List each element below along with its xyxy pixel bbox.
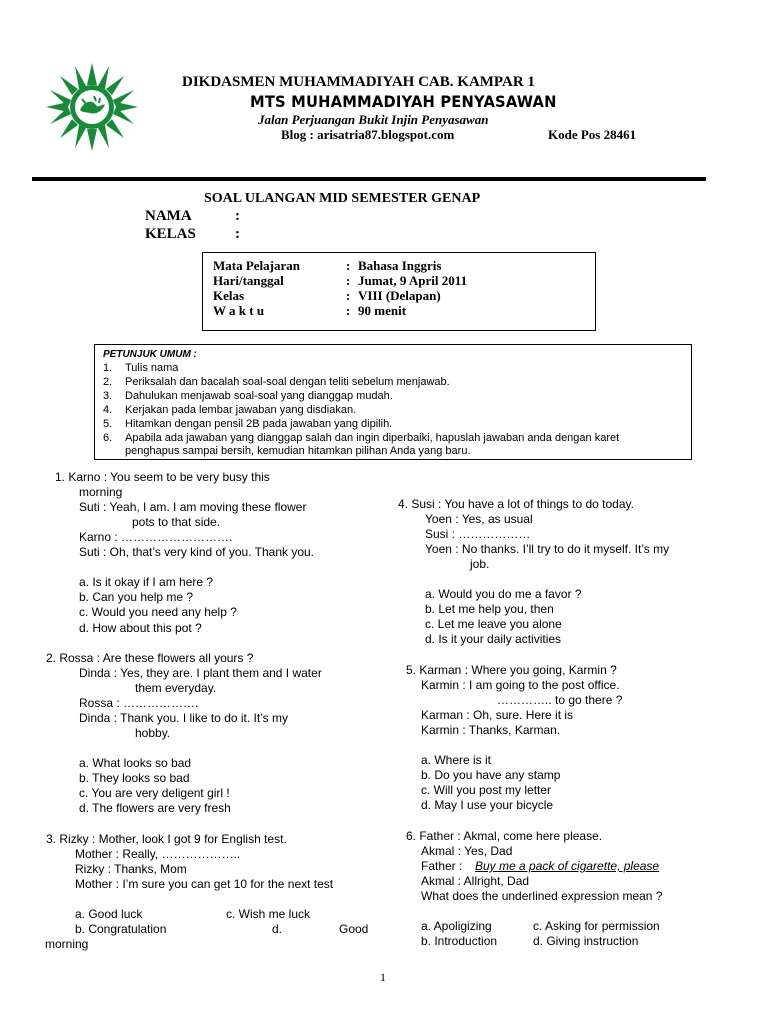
- question-line: Karmin : I am going to the post office.: [421, 678, 620, 692]
- question-line: Susi : ………………: [425, 527, 531, 541]
- page-number: 1: [380, 970, 386, 984]
- info-row: Mata Pelajaran : Bahasa Inggris: [213, 258, 442, 273]
- question-line: morning: [79, 485, 123, 499]
- question-line: Yoen : Yes, as usual: [425, 512, 533, 526]
- answer-option: d. Giving instruction: [533, 934, 639, 948]
- nama-label: NAMA: [145, 208, 192, 224]
- answer-option: b. Introduction: [421, 934, 498, 948]
- kelas-label: KELAS: [145, 226, 196, 242]
- info-row: W a k t u : 90 menit: [213, 303, 407, 318]
- question-line: pots to that side.: [132, 515, 221, 529]
- question-line: Dinda : Yes, they are. I plant them and I water: [79, 666, 322, 680]
- answer-option: d. Is it your daily activities: [425, 632, 562, 646]
- question-line: Yoen : No thanks. I’ll try to do it myself. It’s my: [425, 542, 670, 556]
- exam-title: SOAL ULANGAN MID SEMESTER GENAP: [204, 191, 481, 206]
- instruction-item: 4. Kerjakan pada lembar jawaban yang disdiakan.: [103, 404, 357, 416]
- question-line: ………….. to go there ?: [497, 693, 623, 707]
- instruction-item: 2. Periksalah dan bacalah soal-soal dengan teliti sebelum menjawab.: [103, 376, 450, 388]
- answer-option: b. Congratulation: [75, 922, 167, 936]
- answer-option: b. Can you help me ?: [79, 590, 194, 604]
- question-line: Rizky : Thanks, Mom: [75, 862, 187, 876]
- instruction-item: 6. Apabila ada jawaban yang dianggap salah dan ingin diperbaiki, hapuslah jawaban anda dengan karet: [103, 432, 620, 444]
- answer-option: c. Would you need any help ?: [79, 605, 237, 619]
- question-line: What does the underlined expression mean ?: [421, 889, 663, 903]
- instructions-title: PETUNJUK UMUM :: [103, 349, 197, 360]
- answer-option: a. Where is it: [421, 753, 492, 767]
- general-instructions-box: [94, 344, 692, 460]
- info-row: Kelas : VIII (Delapan): [213, 288, 441, 303]
- instruction-item: 1. Tulis nama: [103, 362, 179, 374]
- answer-option: d. How about this pot ?: [79, 621, 202, 635]
- question-line: them everyday.: [135, 681, 217, 695]
- answer-option: b. Do you have any stamp: [421, 768, 561, 782]
- underlined-expression: Buy me a pack of cigarette, please: [475, 859, 660, 873]
- exam-info-box: [202, 252, 596, 331]
- instruction-item-continued: penghapus sampai bersih, kemudian hitamkan pilihan Anda yang baru.: [125, 445, 471, 457]
- question-line: Akmal : Allright, Dad: [421, 874, 530, 888]
- question-line: 2. Rossa : Are these flowers all yours ?: [46, 651, 254, 665]
- question-line: hobby.: [135, 726, 171, 740]
- school-name: MTS MUHAMMADIYAH PENYASAWAN: [250, 92, 557, 111]
- question-line: Karmin : Thanks, Karman.: [421, 723, 561, 737]
- answer-option: c. You are very deligent girl !: [79, 786, 230, 800]
- answer-option: c. Let me leave you alone: [425, 617, 562, 631]
- answer-option: morning: [45, 937, 89, 951]
- answer-option: a. What looks so bad: [79, 756, 192, 770]
- info-row: Hari/tanggal : Jumat, 9 April 2011: [213, 273, 468, 288]
- nama-colon: :: [235, 208, 240, 224]
- answer-option: a. Apoligizing: [421, 919, 492, 933]
- header-office: DIKDASMEN MUHAMMADIYAH CAB. KAMPAR 1: [182, 74, 535, 90]
- question-line: 1. Karno : You seem to be very busy this: [55, 470, 270, 484]
- question-line: Mother : I’m sure you can get 10 for the next test: [75, 877, 334, 891]
- answer-option: a. Good luck: [75, 907, 143, 921]
- question-line: 5. Karman : Where you going, Karmin ?: [406, 663, 617, 677]
- answer-option: d. The flowers are very fresh: [79, 801, 231, 815]
- question-line: job.: [470, 557, 490, 571]
- school-address: Jalan Perjuangan Bukit Injin Penyasawan: [258, 112, 489, 127]
- kelas-colon: :: [235, 226, 240, 242]
- answer-option: c. Wish me luck: [226, 907, 311, 921]
- answer-option: a. Is it okay if I am here ?: [79, 575, 214, 589]
- answer-option: d. May I use your bicycle: [421, 798, 554, 812]
- answer-option: b. Let me help you, then: [425, 602, 554, 616]
- question-line: Suti : Oh, that’s very kind of you. Thank you.: [79, 545, 315, 559]
- question-line: 3. Rizky : Mother, look I got 9 for English test.: [46, 832, 287, 846]
- question-line: Akmal : Yes, Dad: [421, 844, 513, 858]
- answer-option: d.: [272, 922, 283, 936]
- header-divider: [32, 177, 706, 181]
- question-line: 4. Susi : You have a lot of things to do today.: [398, 497, 634, 511]
- instruction-item: 3. Dahulukan menjawab soal-soal yang dianggap mudah.: [103, 390, 393, 402]
- question-line: 6. Father : Akmal, come here please.: [406, 829, 603, 843]
- question-line: Dinda : Thank you. I like to do it. It’s my: [79, 711, 288, 725]
- answer-option: c. Asking for permission: [533, 919, 660, 933]
- answer-option: Good: [339, 922, 369, 936]
- question-line: Rossa : ……………….: [79, 696, 199, 710]
- postal-code: Kode Pos 28461: [548, 127, 637, 142]
- blog-address: Blog : arisatria87.blogspot.com: [281, 127, 455, 142]
- instruction-item: 5. Hitamkan dengan pensil 2B pada jawaban yang dipilih.: [103, 418, 393, 430]
- question-line: Suti : Yeah, I am. I am moving these flower: [79, 500, 307, 514]
- question-line: Karman : Oh, sure. Here it is: [421, 708, 574, 722]
- answer-option: b. They looks so bad: [79, 771, 190, 785]
- answer-option: a. Would you do me a favor ?: [425, 587, 582, 601]
- question-line: Karno : ……………………….: [79, 530, 233, 544]
- muhammadiyah-logo-icon: [44, 62, 140, 152]
- answer-option: c. Will you post my letter: [421, 783, 552, 797]
- question-line: Mother : Really, ………………..: [75, 847, 241, 861]
- question-line: Father :: [421, 859, 463, 873]
